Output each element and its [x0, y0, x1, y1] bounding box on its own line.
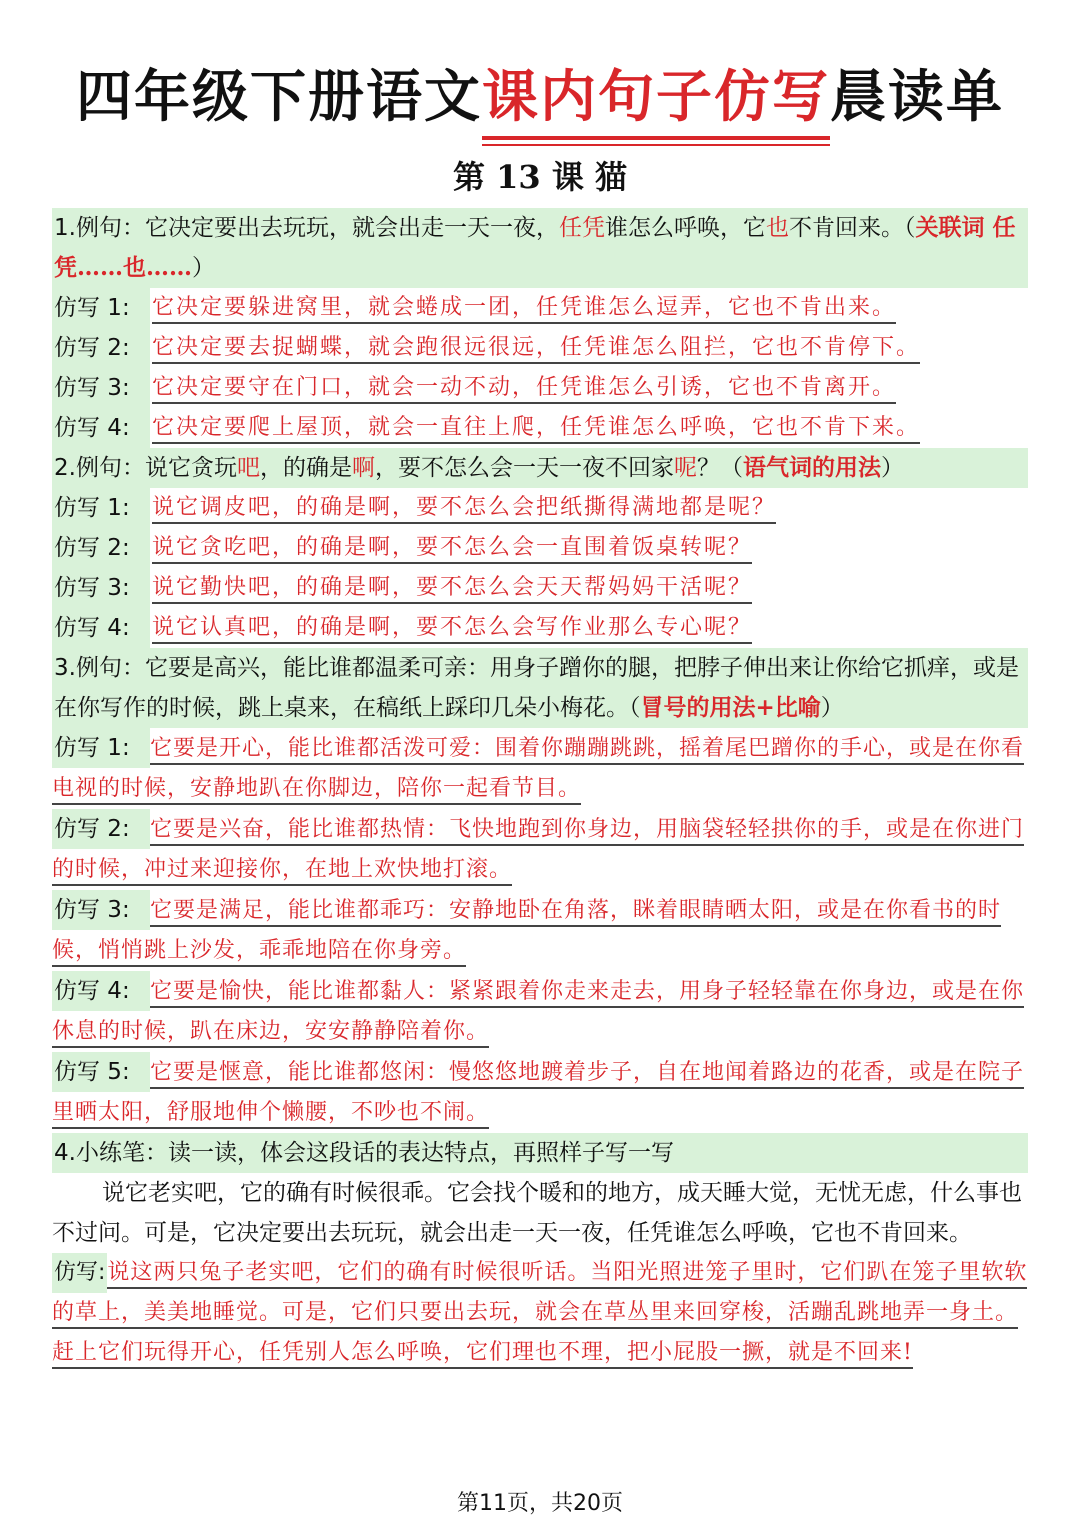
title-part1: 四年级下册语文 — [76, 65, 482, 130]
example-2 — [52, 448, 1028, 488]
example-3-note: 冒号的用法+比喻 — [640, 694, 821, 721]
imitation-label: 仿写 3: — [52, 568, 150, 608]
example-3 — [52, 648, 1028, 728]
example-1-text-2: 谁怎么呼唤，它 — [604, 215, 766, 241]
example-3-text: 3.例句：它要是高兴，能比谁都温柔可亲：用身子蹭你的腿，把脖子伸出来让你给它抓痒，或是在你写作的时候，跳上桌来，在稿纸上踩印几朵小梅花。（ — [54, 655, 1019, 721]
imitation-label: 仿写 4: — [52, 408, 150, 448]
example-2-keyword-2: 啊 — [351, 455, 375, 481]
example-1 — [52, 208, 1028, 288]
title-part2: 晨读单 — [830, 65, 1004, 130]
imitation-row — [52, 608, 1028, 648]
imitation-answer: 说它贪吃吧，的确是啊，要不怎么会一直围着饭桌转呢？ — [152, 535, 752, 564]
imitation-label: 仿写 2: — [52, 528, 150, 568]
imitation-label: 仿写 2: — [52, 809, 150, 849]
page-number: 第11页，共20页 — [457, 1491, 623, 1516]
page-title — [0, 62, 1080, 134]
example-1-text-3: 不肯回来。（ — [788, 215, 916, 241]
imitation-label: 仿写 4: — [52, 971, 150, 1011]
imitation-label: 仿写 1: — [52, 728, 150, 768]
practice-paragraph: 说它老实吧，它的确有时候很乖。它会找个暖和的地方，成天睡大觉，无忧无虑，什么事也不过问。可是，它决定要出去玩玩，就会出走一天一夜，任凭谁怎么呼唤，它也不肯回来。 — [52, 1180, 1022, 1246]
imitation-row — [52, 728, 1028, 809]
example-2-text-3: ，要不怎么会一天一夜不回家 — [374, 455, 674, 481]
imitation-label: 仿写 4: — [52, 608, 150, 648]
imitation-row — [52, 890, 1028, 971]
imitation-answer: 它要是开心，能比谁都活泼可爱：围着你蹦蹦跳跳，摇着尾巴蹭你的手心，或是在你看电视的时候，安静地趴在你脚边，陪你一起看节目。 — [52, 736, 1024, 805]
imitation-row — [52, 1052, 1028, 1133]
example-2-keyword-3: 呢 — [673, 455, 697, 481]
example-2-keyword-1: 吧 — [236, 455, 260, 481]
imitation-row — [52, 568, 1028, 608]
imitation-label: 仿写 1: — [52, 488, 150, 528]
lesson-heading: 第 13 课 猫 — [453, 158, 627, 196]
practice-answer-row — [52, 1253, 1028, 1373]
imitation-row — [52, 971, 1028, 1052]
imitation-row — [52, 288, 1028, 328]
imitation-row — [52, 488, 1028, 528]
title-highlight: 课内句子仿写 — [482, 62, 830, 134]
imitation-answer: 它要是愉快，能比谁都黏人：紧紧跟着你走来走去，用身子轻轻靠在你身边，或是在你休息的时候，趴在床边，安安静静陪着你。 — [52, 979, 1024, 1048]
imitation-answer: 它决定要去捉蝴蝶，就会跑很远很远，任凭谁怎么阻拦，它也不肯停下。 — [152, 335, 920, 364]
example-1-close: ） — [192, 255, 215, 281]
worksheet-content — [52, 208, 1028, 1373]
imitation-label: 仿写 2: — [52, 328, 150, 368]
imitation-answer: 它决定要守在门口，就会一动不动，任凭谁怎么引诱，它也不肯离开。 — [152, 375, 896, 404]
practice-label: 仿写: — [52, 1253, 107, 1293]
practice-heading: 4.小练笔：读一读，体会这段话的表达特点，再照样子写一写 — [52, 1133, 1028, 1173]
example-1-note: 关联词 任凭……也…… — [54, 214, 1016, 281]
imitation-label: 仿写 5: — [52, 1052, 150, 1092]
practice-answer: 说这两只兔子老实吧，它们的确有时候很听话。当阳光照进笼子里时，它们趴在笼子里软软的草上，美美地睡觉。可是，它们只要出去玩，就会在草丛里来回穿梭，活蹦乱跳地弄一身土。赶上它们玩得开心，任凭别人怎么呼唤，它们理也不理，把小屁股一撅，就是不回来! — [52, 1260, 1027, 1369]
example-1-keyword-2: 也 — [765, 215, 789, 241]
imitation-label: 仿写 3: — [52, 890, 150, 930]
imitation-answer: 它决定要爬上屋顶，就会一直往上爬，任凭谁怎么呼唤，它也不肯下来。 — [152, 415, 920, 444]
imitation-row — [52, 328, 1028, 368]
imitation-row — [52, 809, 1028, 890]
example-2-text: 2.例句：说它贪玩 — [54, 455, 237, 481]
imitation-label: 仿写 1: — [52, 288, 150, 328]
example-2-note: 语气词的用法 — [742, 454, 881, 481]
imitation-answer: 它要是兴奋，能比谁都热情：飞快地跑到你身边，用脑袋轻轻拱你的手，或是在你进门的时候，冲过来迎接你，在地上欢快地打滚。 — [52, 817, 1024, 886]
imitation-answer: 说它调皮吧，的确是啊，要不怎么会把纸撕得满地都是呢？ — [152, 495, 776, 524]
imitation-label: 仿写 3: — [52, 368, 150, 408]
example-2-close: ） — [880, 455, 904, 481]
example-3-close: ） — [820, 695, 844, 721]
imitation-answer: 它要是惬意，能比谁都悠闲：慢悠悠地踱着步子，自在地闻着路边的花香，或是在院子里晒太阳，舒服地伸个懒腰，不吵也不闹。 — [52, 1060, 1024, 1129]
example-2-text-2: ，的确是 — [259, 455, 352, 481]
imitation-row — [52, 528, 1028, 568]
example-1-keyword-1: 任凭 — [558, 215, 605, 241]
example-2-text-4: ？（ — [696, 455, 743, 481]
imitation-answer: 说它认真吧，的确是啊，要不怎么会写作业那么专心呢？ — [152, 615, 752, 644]
imitation-row — [52, 408, 1028, 448]
imitation-answer: 说它勤快吧，的确是啊，要不怎么会天天帮妈妈干活呢？ — [152, 575, 752, 604]
imitation-row — [52, 368, 1028, 408]
example-1-text: 1.例句：它决定要出去玩玩，就会出走一天一夜， — [54, 215, 559, 241]
imitation-answer: 它决定要躲进窝里，就会蜷成一团，任凭谁怎么逗弄，它也不肯出来。 — [152, 295, 896, 324]
imitation-answer: 它要是满足，能比谁都乖巧：安静地卧在角落，眯着眼睛晒太阳，或是在你看书的时候，悄悄跳上沙发，乖乖地陪在你身旁。 — [52, 898, 1001, 967]
